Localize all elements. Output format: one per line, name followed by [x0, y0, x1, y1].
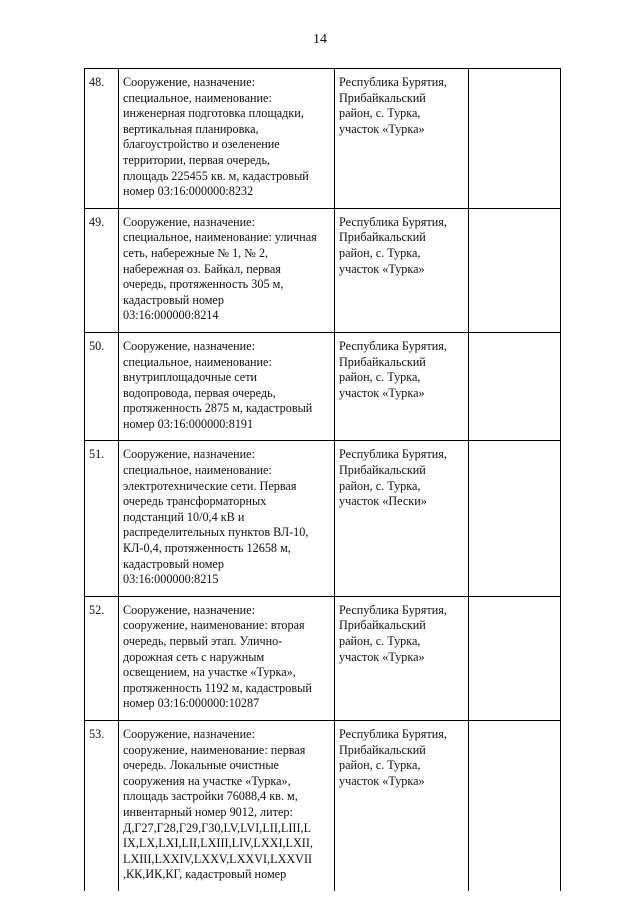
object-description: Сооружение, назначение: специальное, наименование: инженерная подготовка площадки, вертикальная планировка, благоустройство и озеленение территории, первая очередь, площадь 225455 кв. м, кадастровый номер 03:16:000000:8232 — [119, 69, 335, 209]
object-description: Сооружение, назначение: специальное, наименование: уличная сеть, набережные № 1, № 2, набережная оз. Байкал, первая очередь, протяженность 305 м, кадастровый номер 03:16:000000:8214 — [119, 208, 335, 332]
row-number: 53. — [85, 720, 119, 890]
object-address: Республика Бурятия, Прибайкальский район, с. Турка, участок «Турка» — [335, 596, 469, 720]
object-description: Сооружение, назначение: специальное, наименование: электротехнические сети. Первая очередь трансформаторных подстанций 10/0,4 кВ и распределительных пунктов ВЛ-10, КЛ-0,4, протяженность 12658 м, кадастровый номер 03:16:000000:8215 — [119, 441, 335, 596]
empty-cell — [469, 69, 561, 209]
object-description: Сооружение, назначение: сооружение, наименование: вторая очередь, первый этап. Улично- дорожная сеть с наружным освещением, на участке «Турка», протяженность 1192 м, кадастровый номер 03:16:000000:10287 — [119, 596, 335, 720]
object-address: Республика Бурятия, Прибайкальский район, с. Турка, участок «Турка» — [335, 208, 469, 332]
object-address: Республика Бурятия, Прибайкальский район, с. Турка, участок «Турка» — [335, 69, 469, 209]
property-registry-table — [84, 68, 561, 891]
row-number: 49. — [85, 208, 119, 332]
empty-cell — [469, 441, 561, 596]
empty-cell — [469, 720, 561, 890]
object-description: Сооружение, назначение: специальное, наименование: внутриплощадочные сети водопровода, первая очередь, протяженность 2875 м, кадастровый номер 03:16:000000:8191 — [119, 332, 335, 441]
object-address: Республика Бурятия, Прибайкальский район, с. Турка, участок «Пески» — [335, 441, 469, 596]
table-row — [85, 208, 561, 332]
row-number: 48. — [85, 69, 119, 209]
empty-cell — [469, 208, 561, 332]
row-number: 50. — [85, 332, 119, 441]
table-row — [85, 332, 561, 441]
table-row — [85, 69, 561, 209]
object-address: Республика Бурятия, Прибайкальский район, с. Турка, участок «Турка» — [335, 720, 469, 890]
table-row — [85, 596, 561, 720]
page-number: 14 — [313, 32, 327, 47]
empty-cell — [469, 332, 561, 441]
object-description: Сооружение, назначение: сооружение, наименование: первая очередь. Локальные очистные сооружения на участке «Турка», площадь застройки 76088,4 кв. м, инвентарный номер 9012, литер: Д,Г27,Г28,Г29,Г30,LV,LVI,LII,LIII,L IX,LX,LXI,LII,LXIII,LIV,LXXI,LXII, LXIII,LXXIV,LXXV,LXXVI,LXXVII ,КК,ИК,КГ, кадастровый номер — [119, 720, 335, 890]
row-number: 52. — [85, 596, 119, 720]
table-row — [85, 720, 561, 890]
object-address: Республика Бурятия, Прибайкальский район, с. Турка, участок «Турка» — [335, 332, 469, 441]
empty-cell — [469, 596, 561, 720]
table-row — [85, 441, 561, 596]
row-number: 51. — [85, 441, 119, 596]
